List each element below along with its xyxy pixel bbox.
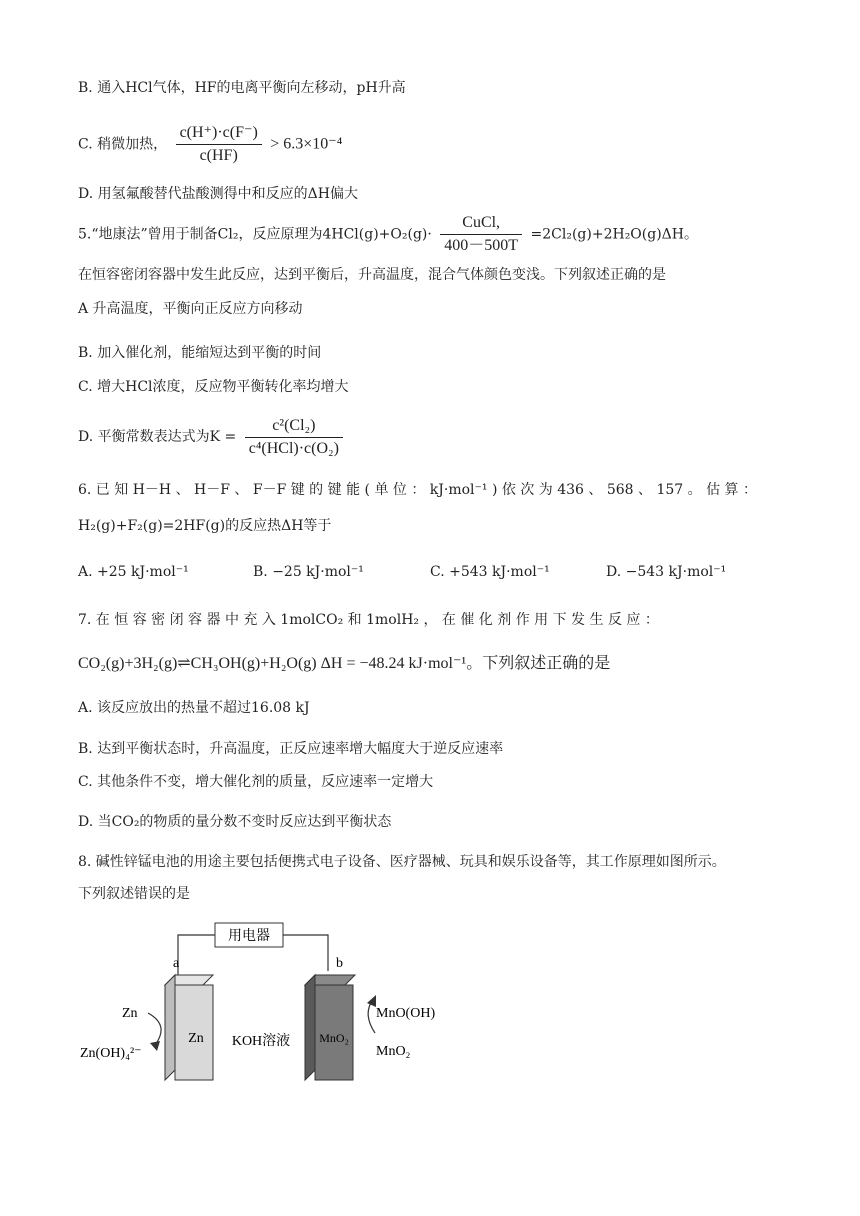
q5-option-d-label: D. 平衡常数表达式为K = — [78, 429, 237, 445]
q8-stem: 8. 碱性锌锰电池的用途主要包括便携式电子设备、医疗器械、玩具和娱乐设备等，其工作原理如图所示。 — [78, 854, 726, 870]
q5-condition — [440, 212, 522, 257]
zn-reaction-arrow — [148, 1013, 161, 1045]
q4-option-c-fraction — [176, 122, 262, 167]
q4-option-b: B. 通入HCl气体，HF的电离平衡向左移动，pH升高 — [78, 80, 406, 96]
q4-option-c-rhs: > 6.3×10⁻⁴ — [270, 135, 343, 153]
q7-option-b: B. 达到平衡状态时，升高温度，正反应速率增大幅度大于逆反应速率 — [78, 741, 504, 757]
q4-option-c-label: C. 稍微加热， — [78, 136, 168, 153]
q5-option-d-numerator: c²(Cl₂) — [245, 415, 343, 438]
q7-option-a: A. 该反应放出的热量不超过16.08 kJ — [78, 700, 310, 716]
q5-option-d-fraction — [245, 415, 343, 460]
q7-option-d: D. 当CO₂的物质的量分数不变时反应达到平衡状态 — [78, 814, 392, 830]
wire-right — [283, 935, 328, 971]
q6-option-d: D. −543 kJ·mol⁻¹ — [606, 564, 727, 580]
electrolyte-label: KOH溶液 — [231, 1034, 291, 1049]
q5-condition-temperature: 400－500T — [444, 237, 519, 254]
wire-left — [178, 935, 215, 975]
battery-diagram — [70, 915, 470, 1095]
mno2-electrode-side — [305, 975, 315, 1080]
zn-reactant-label: Zn — [122, 1006, 138, 1021]
q5-option-a: A 升高温度，平衡向正反应方向移动 — [78, 301, 303, 317]
q8-stem-line2: 下列叙述错误的是 — [78, 886, 190, 902]
q5-stem-line2: 在恒容密闭容器中发生此反应，达到平衡后，升高温度，混合气体颜色变浅。下列叙述正确的是 — [78, 267, 666, 283]
mno2-product-label: MnO(OH) — [376, 1006, 436, 1021]
q7-option-c: C. 其他条件不变，增大催化剂的质量，反应速率一定增大 — [78, 774, 434, 790]
label-a: a — [173, 956, 180, 971]
q5-stem-part2: =2Cl₂(g)+2H₂O(g)ΔH。 — [530, 226, 698, 243]
mno2-reactant-label: MnO₂ — [376, 1044, 411, 1059]
q6-option-b: B. −25 kJ·mol⁻¹ — [253, 564, 364, 580]
zn-electrode-label: Zn — [188, 1031, 204, 1046]
q4-option-c-numerator: c(H⁺)·c(F⁻) — [176, 122, 262, 145]
zn-reaction-arrowhead — [150, 1041, 160, 1051]
q5-condition-catalyst: CuCl, — [440, 212, 522, 235]
q5-stem-part1: 5.“地康法”曾用于制备Cl₂，反应原理为4HCl(g)+O₂(g)· — [78, 226, 432, 243]
zn-electrode-side — [165, 975, 175, 1080]
device-label: 用电器 — [228, 929, 270, 944]
q5-option-c: C. 增大HCl浓度，反应物平衡转化率均增大 — [78, 379, 349, 395]
label-b: b — [336, 956, 343, 971]
q5-stem — [78, 212, 698, 257]
q5-option-b: B. 加入催化剂，能缩短达到平衡的时间 — [78, 345, 322, 361]
q4-option-d: D. 用氢氟酸替代盐酸测得中和反应的ΔH偏大 — [78, 186, 358, 202]
q4-option-c-denominator: c(HF) — [199, 147, 238, 164]
q5-option-d-denominator: c⁴(HCl)·c(O₂) — [248, 439, 339, 457]
q7-equation: CO₂(g)+3H₂(g)⇌CH₃OH(g)+H₂O(g) ΔH = −48.24 kJ·mol⁻¹。下列叙述正确的是 — [78, 655, 611, 672]
q5-option-d — [78, 410, 347, 464]
mno2-reaction-arrowhead — [367, 995, 376, 1007]
q6-stem: 6. 已 知 H－H 、 H－F 、 F－F 键 的 键 能 ( 单 位 ： kJ·mol⁻¹ ) 依 次 为 436 、 568 、 157 。 估 算 ： — [78, 482, 757, 498]
q4-option-c — [78, 122, 342, 167]
q6-option-c: C. +543 kJ·mol⁻¹ — [430, 564, 550, 580]
q7-stem: 7. 在 恒 容 密 闭 容 器 中 充 入 1molCO₂ 和 1molH₂ ， 在 催 化 剂 作 用 下 发 生 反 应 ： — [78, 612, 659, 628]
zn-product-label: Zn(OH)₄²⁻ — [80, 1046, 142, 1061]
mno2-electrode-label: MnO₂ — [319, 1031, 349, 1045]
q6-option-a: A. +25 kJ·mol⁻¹ — [78, 564, 189, 580]
q6-stem-line2: H₂(g)+F₂(g)=2HF(g)的反应热ΔH等于 — [78, 518, 332, 534]
